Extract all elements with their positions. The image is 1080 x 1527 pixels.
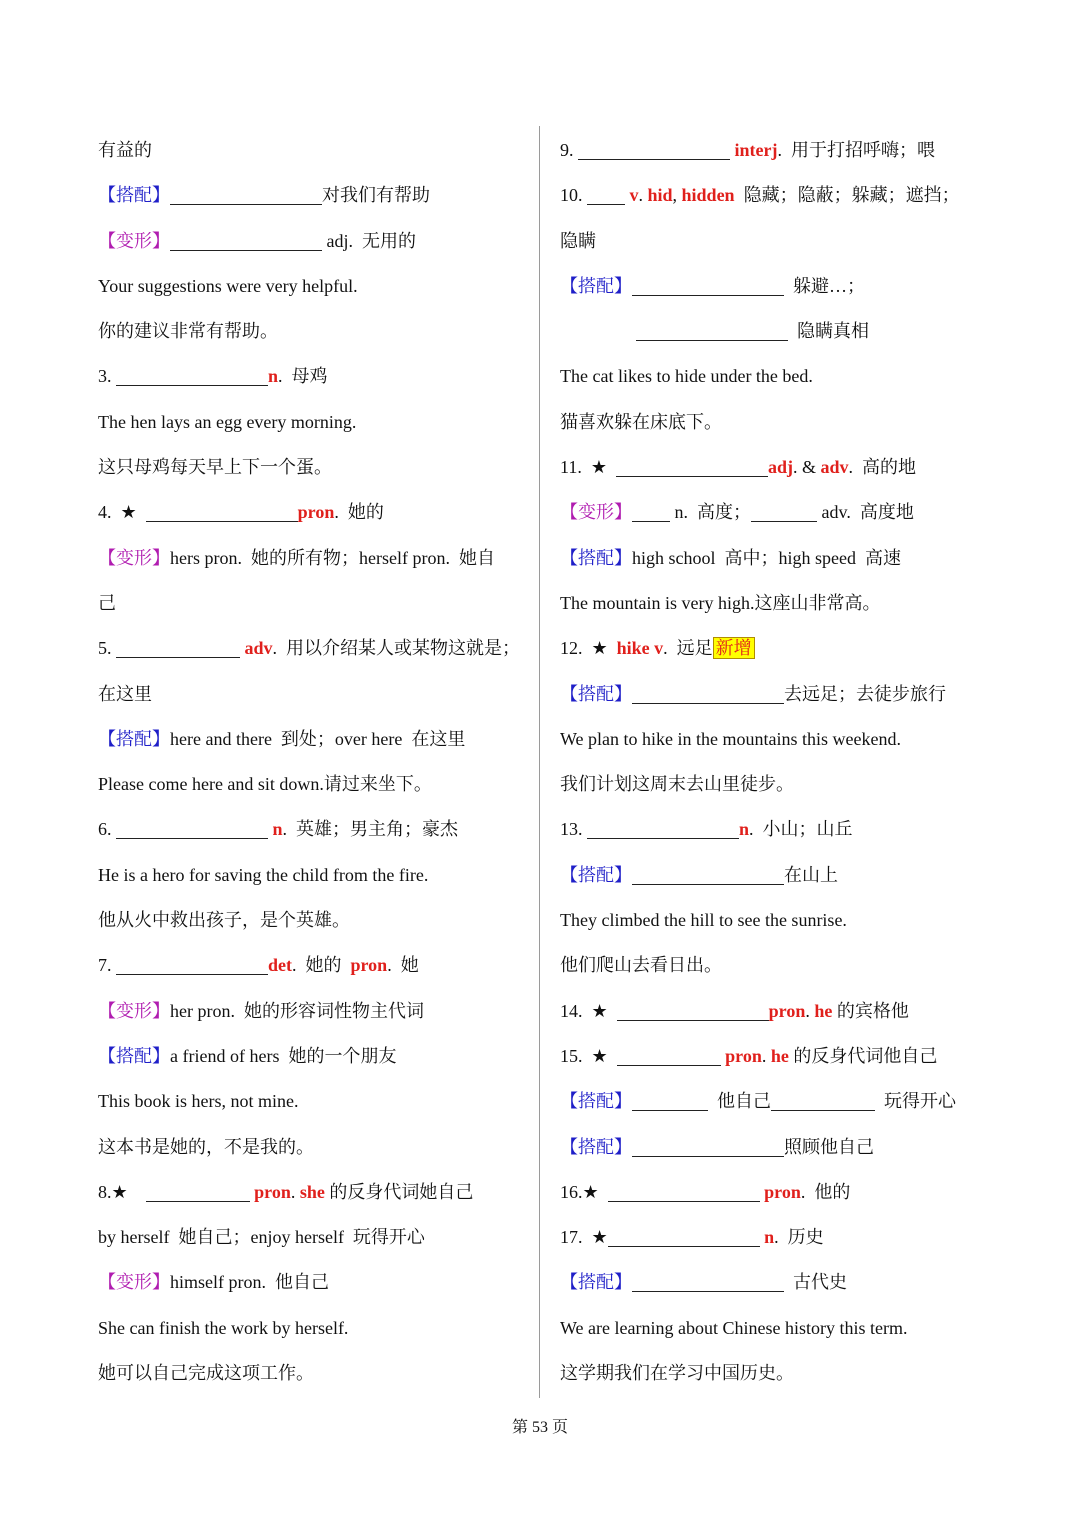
part-of-speech: n bbox=[268, 366, 279, 387]
collocation-line bbox=[560, 536, 1000, 581]
variant-line bbox=[98, 219, 530, 264]
part-of-speech: n bbox=[759, 1227, 775, 1248]
punctuation: , bbox=[672, 185, 682, 206]
answer-blank[interactable] bbox=[632, 883, 784, 885]
definition: . 她的 bbox=[292, 955, 351, 976]
collocation-tag: 【搭配】 bbox=[560, 1091, 632, 1112]
answer-blank[interactable] bbox=[617, 1019, 769, 1021]
example-sentence: This book is hers, not mine. bbox=[98, 1091, 299, 1112]
example-sentence: Your suggestions were very helpful. bbox=[98, 275, 358, 296]
collocation-text: 躲避…； bbox=[784, 275, 865, 296]
entry-12 bbox=[560, 626, 1000, 671]
variant-line bbox=[98, 1260, 530, 1305]
text-line: 隐瞒 bbox=[560, 230, 596, 251]
collocation-tag: 【搭配】 bbox=[98, 1045, 170, 1066]
text-line: 己 bbox=[98, 592, 116, 613]
part-of-speech: pron bbox=[249, 1181, 291, 1202]
verb-form: hidden bbox=[681, 185, 735, 206]
example-sentence: He is a hero for saving the child from the fire. bbox=[98, 864, 429, 885]
example-sentence: We are learning about Chinese history this term. bbox=[560, 1317, 908, 1338]
example-translation: 这学期我们在学习中国历史。 bbox=[560, 1363, 794, 1384]
definition: . 他的 bbox=[800, 1181, 851, 1202]
variant-text: himself pron. 他自己 bbox=[170, 1272, 329, 1293]
collocation-text: 古代史 bbox=[784, 1272, 847, 1293]
answer-blank[interactable] bbox=[116, 973, 268, 975]
entry-number: 11. ★ bbox=[560, 457, 616, 478]
base-word: she bbox=[299, 1181, 325, 1202]
headword: hike v bbox=[616, 638, 664, 659]
entry-number: 7. bbox=[98, 955, 116, 976]
answer-blank[interactable] bbox=[587, 837, 739, 839]
definition: . 她 bbox=[387, 955, 419, 976]
collocation-line bbox=[98, 1034, 530, 1079]
answer-blank[interactable] bbox=[771, 1109, 875, 1111]
entry-number: 6. bbox=[98, 819, 116, 840]
example-translation: 她可以自己完成这项工作。 bbox=[98, 1363, 314, 1384]
collocation-line bbox=[560, 1125, 1000, 1170]
entry-5 bbox=[98, 626, 530, 671]
entry-3 bbox=[98, 354, 530, 399]
answer-blank[interactable] bbox=[146, 1200, 250, 1202]
answer-blank[interactable] bbox=[632, 1155, 784, 1157]
answer-blank[interactable] bbox=[617, 1064, 721, 1066]
collocation-text: here and there 到处；over here 在这里 bbox=[170, 728, 466, 749]
punctuation: . bbox=[761, 1045, 771, 1066]
definition: . 小山；山丘 bbox=[749, 819, 853, 840]
collocation-tag: 【搭配】 bbox=[560, 1272, 632, 1293]
entry-number: 8.★ bbox=[98, 1181, 146, 1202]
collocation-line bbox=[560, 853, 1000, 898]
entry-7 bbox=[98, 943, 530, 988]
collocation-line bbox=[560, 1260, 1000, 1305]
answer-blank[interactable] bbox=[170, 203, 322, 205]
entry-16 bbox=[560, 1170, 1000, 1215]
entry-10 bbox=[560, 173, 1000, 218]
new-word-badge: 新增 bbox=[713, 637, 755, 659]
page-number: 第 53 页 bbox=[511, 1419, 568, 1436]
collocation-text: 照顾他自己 bbox=[784, 1136, 874, 1157]
punctuation: . bbox=[290, 1181, 300, 1202]
entry-11 bbox=[560, 445, 1000, 490]
entry-number: 13. bbox=[560, 819, 587, 840]
collocation-tag: 【搭配】 bbox=[560, 864, 632, 885]
variant-tag: 【变形】 bbox=[560, 502, 632, 523]
part-of-speech: interj bbox=[730, 140, 778, 160]
definition: . 远足 bbox=[663, 638, 713, 659]
answer-blank[interactable] bbox=[632, 520, 670, 522]
punctuation: . bbox=[805, 1000, 815, 1021]
collocation-text: 玩得开心 bbox=[875, 1091, 956, 1112]
example-sentence: We plan to hike in the mountains this weekend. bbox=[560, 728, 901, 749]
entry-8 bbox=[98, 1170, 530, 1215]
answer-blank[interactable] bbox=[116, 656, 240, 658]
punctuation: . bbox=[638, 185, 648, 206]
base-word: he bbox=[770, 1045, 789, 1066]
text-line: 在这里 bbox=[98, 683, 152, 704]
collocation-text: 在山上 bbox=[784, 864, 838, 885]
collocation-text: 隐瞒真相 bbox=[788, 321, 869, 342]
collocation-line bbox=[560, 264, 1000, 309]
example-translation: 他们爬山去看日出。 bbox=[560, 955, 722, 976]
answer-blank[interactable] bbox=[632, 702, 784, 704]
answer-blank[interactable] bbox=[632, 1109, 708, 1111]
entry-6 bbox=[98, 807, 530, 852]
part-of-speech: pron bbox=[768, 1000, 806, 1021]
entry-number: 17. ★ bbox=[560, 1227, 608, 1248]
definition: . 用以介绍某人或某物这就是； bbox=[272, 638, 521, 659]
answer-blank[interactable] bbox=[751, 520, 817, 522]
phrase-line: by herself 她自己；enjoy herself 玩得开心 bbox=[98, 1227, 425, 1248]
variant-text: adv. 高度地 bbox=[817, 502, 914, 523]
collocation-text: 对我们有帮助 bbox=[322, 185, 430, 206]
definition: 隐藏；隐蔽；躲藏；遮挡； bbox=[734, 185, 960, 206]
variant-tag: 【变形】 bbox=[98, 230, 170, 251]
base-word: he bbox=[814, 1000, 833, 1021]
part-of-speech: pron bbox=[297, 502, 335, 523]
entry-number: 12. ★ bbox=[560, 638, 617, 659]
collocation-tag: 【搭配】 bbox=[560, 275, 632, 296]
collocation-line bbox=[560, 1079, 1000, 1124]
part-of-speech: det bbox=[268, 955, 292, 976]
example-sentence: Please come here and sit down.请过来坐下。 bbox=[98, 774, 432, 795]
entry-number: 9. bbox=[560, 140, 578, 160]
collocation-line bbox=[560, 309, 1000, 354]
part-of-speech: pron bbox=[350, 955, 388, 976]
definition: . 历史 bbox=[774, 1227, 824, 1248]
variant-text: n. 高度； bbox=[670, 502, 751, 523]
variant-tag: 【变形】 bbox=[98, 1000, 170, 1021]
part-of-speech: v bbox=[625, 185, 639, 206]
collocation-tag: 【搭配】 bbox=[560, 683, 632, 704]
collocation-tag: 【搭配】 bbox=[98, 728, 170, 749]
answer-blank[interactable] bbox=[170, 249, 322, 251]
answer-blank[interactable] bbox=[116, 384, 268, 386]
part-of-speech: pron bbox=[759, 1181, 801, 1202]
part-of-speech: n bbox=[739, 819, 750, 840]
answer-blank[interactable] bbox=[146, 520, 298, 522]
entry-number: 3. bbox=[98, 366, 116, 387]
collocation-text: a friend of hers 她的一个朋友 bbox=[170, 1045, 397, 1066]
part-of-speech: adv bbox=[820, 457, 849, 478]
verb-form: hid bbox=[647, 185, 673, 206]
variant-line bbox=[560, 490, 1000, 535]
definition: 的反身代词她自己 bbox=[324, 1181, 474, 1202]
text-line: 有益的 bbox=[98, 140, 152, 160]
answer-blank[interactable] bbox=[636, 339, 788, 341]
variant-tag: 【变形】 bbox=[98, 547, 170, 568]
entry-4 bbox=[98, 490, 530, 535]
part-of-speech: adv bbox=[240, 638, 273, 659]
example-sentence: She can finish the work by herself. bbox=[98, 1317, 349, 1338]
answer-blank[interactable] bbox=[608, 1245, 760, 1247]
entry-number: 14. ★ bbox=[560, 1000, 617, 1021]
example-translation: 这本书是她的，不是我的。 bbox=[98, 1136, 314, 1157]
collocation-text: high school 高中；high speed 高速 bbox=[632, 547, 901, 568]
entry-14 bbox=[560, 989, 1000, 1034]
entry-number: 5. bbox=[98, 638, 116, 659]
entry-number: 4. ★ bbox=[98, 502, 146, 523]
example-sentence: The cat likes to hide under the bed. bbox=[560, 366, 813, 387]
right-column bbox=[560, 128, 1000, 1396]
collocation-line bbox=[560, 672, 1000, 717]
example-translation: 我们计划这周末去山里徒步。 bbox=[560, 774, 794, 795]
answer-blank[interactable] bbox=[632, 294, 784, 296]
definition: . 母鸡 bbox=[278, 366, 328, 387]
example-translation: 这只母鸡每天早上下一个蛋。 bbox=[98, 457, 332, 478]
example-translation: 他从火中救出孩子，是个英雄。 bbox=[98, 910, 350, 931]
answer-blank[interactable] bbox=[608, 1200, 760, 1202]
collocation-tag: 【搭配】 bbox=[560, 1136, 632, 1157]
example-sentence: The hen lays an egg every morning. bbox=[98, 411, 357, 432]
example-sentence: The mountain is very high.这座山非常高。 bbox=[560, 592, 881, 613]
answer-blank[interactable] bbox=[578, 158, 730, 160]
punctuation: . & bbox=[792, 457, 821, 478]
entry-15 bbox=[560, 1034, 1000, 1079]
variant-line bbox=[98, 536, 530, 581]
entry-9 bbox=[560, 128, 1000, 173]
collocation-line bbox=[98, 717, 530, 762]
column-divider bbox=[539, 126, 540, 1398]
entry-number: 15. ★ bbox=[560, 1045, 617, 1066]
answer-blank[interactable] bbox=[632, 1290, 784, 1292]
variant-tag: 【变形】 bbox=[98, 1272, 170, 1293]
definition: 的宾格他 bbox=[832, 1000, 909, 1021]
variant-text: her pron. 她的形容词性物主代词 bbox=[170, 1000, 424, 1021]
part-of-speech: pron bbox=[720, 1045, 762, 1066]
example-sentence: They climbed the hill to see the sunrise. bbox=[560, 910, 847, 931]
collocation-line bbox=[98, 173, 530, 218]
definition: . 英雄；男主角；豪杰 bbox=[282, 819, 459, 840]
entry-13 bbox=[560, 807, 1000, 852]
definition: . 用于打招呼嗨；喂 bbox=[777, 140, 935, 160]
part-of-speech: n bbox=[268, 819, 283, 840]
variant-line bbox=[98, 989, 530, 1034]
definition: . 高的地 bbox=[848, 457, 917, 478]
collocation-tag: 【搭配】 bbox=[560, 547, 632, 568]
collocation-text: 他自己 bbox=[708, 1091, 771, 1112]
collocation-tag: 【搭配】 bbox=[98, 185, 170, 206]
left-column bbox=[98, 128, 530, 1396]
entry-number: 16.★ bbox=[560, 1181, 608, 1202]
definition: 的反身代词他自己 bbox=[788, 1045, 938, 1066]
answer-blank[interactable] bbox=[616, 475, 768, 477]
variant-text: hers pron. 她的所有物；herself pron. 她自 bbox=[170, 547, 495, 568]
entry-number: 10. bbox=[560, 185, 587, 206]
example-translation: 猫喜欢躲在床底下。 bbox=[560, 411, 722, 432]
answer-blank[interactable] bbox=[587, 203, 625, 205]
collocation-text: 去远足；去徒步旅行 bbox=[784, 683, 946, 704]
definition: . 她的 bbox=[334, 502, 384, 523]
example-translation: 你的建议非常有帮助。 bbox=[98, 321, 278, 342]
entry-17 bbox=[560, 1215, 1000, 1260]
part-of-speech: adj bbox=[767, 457, 793, 478]
answer-blank[interactable] bbox=[116, 837, 268, 839]
variant-text: adj. 无用的 bbox=[322, 230, 416, 251]
